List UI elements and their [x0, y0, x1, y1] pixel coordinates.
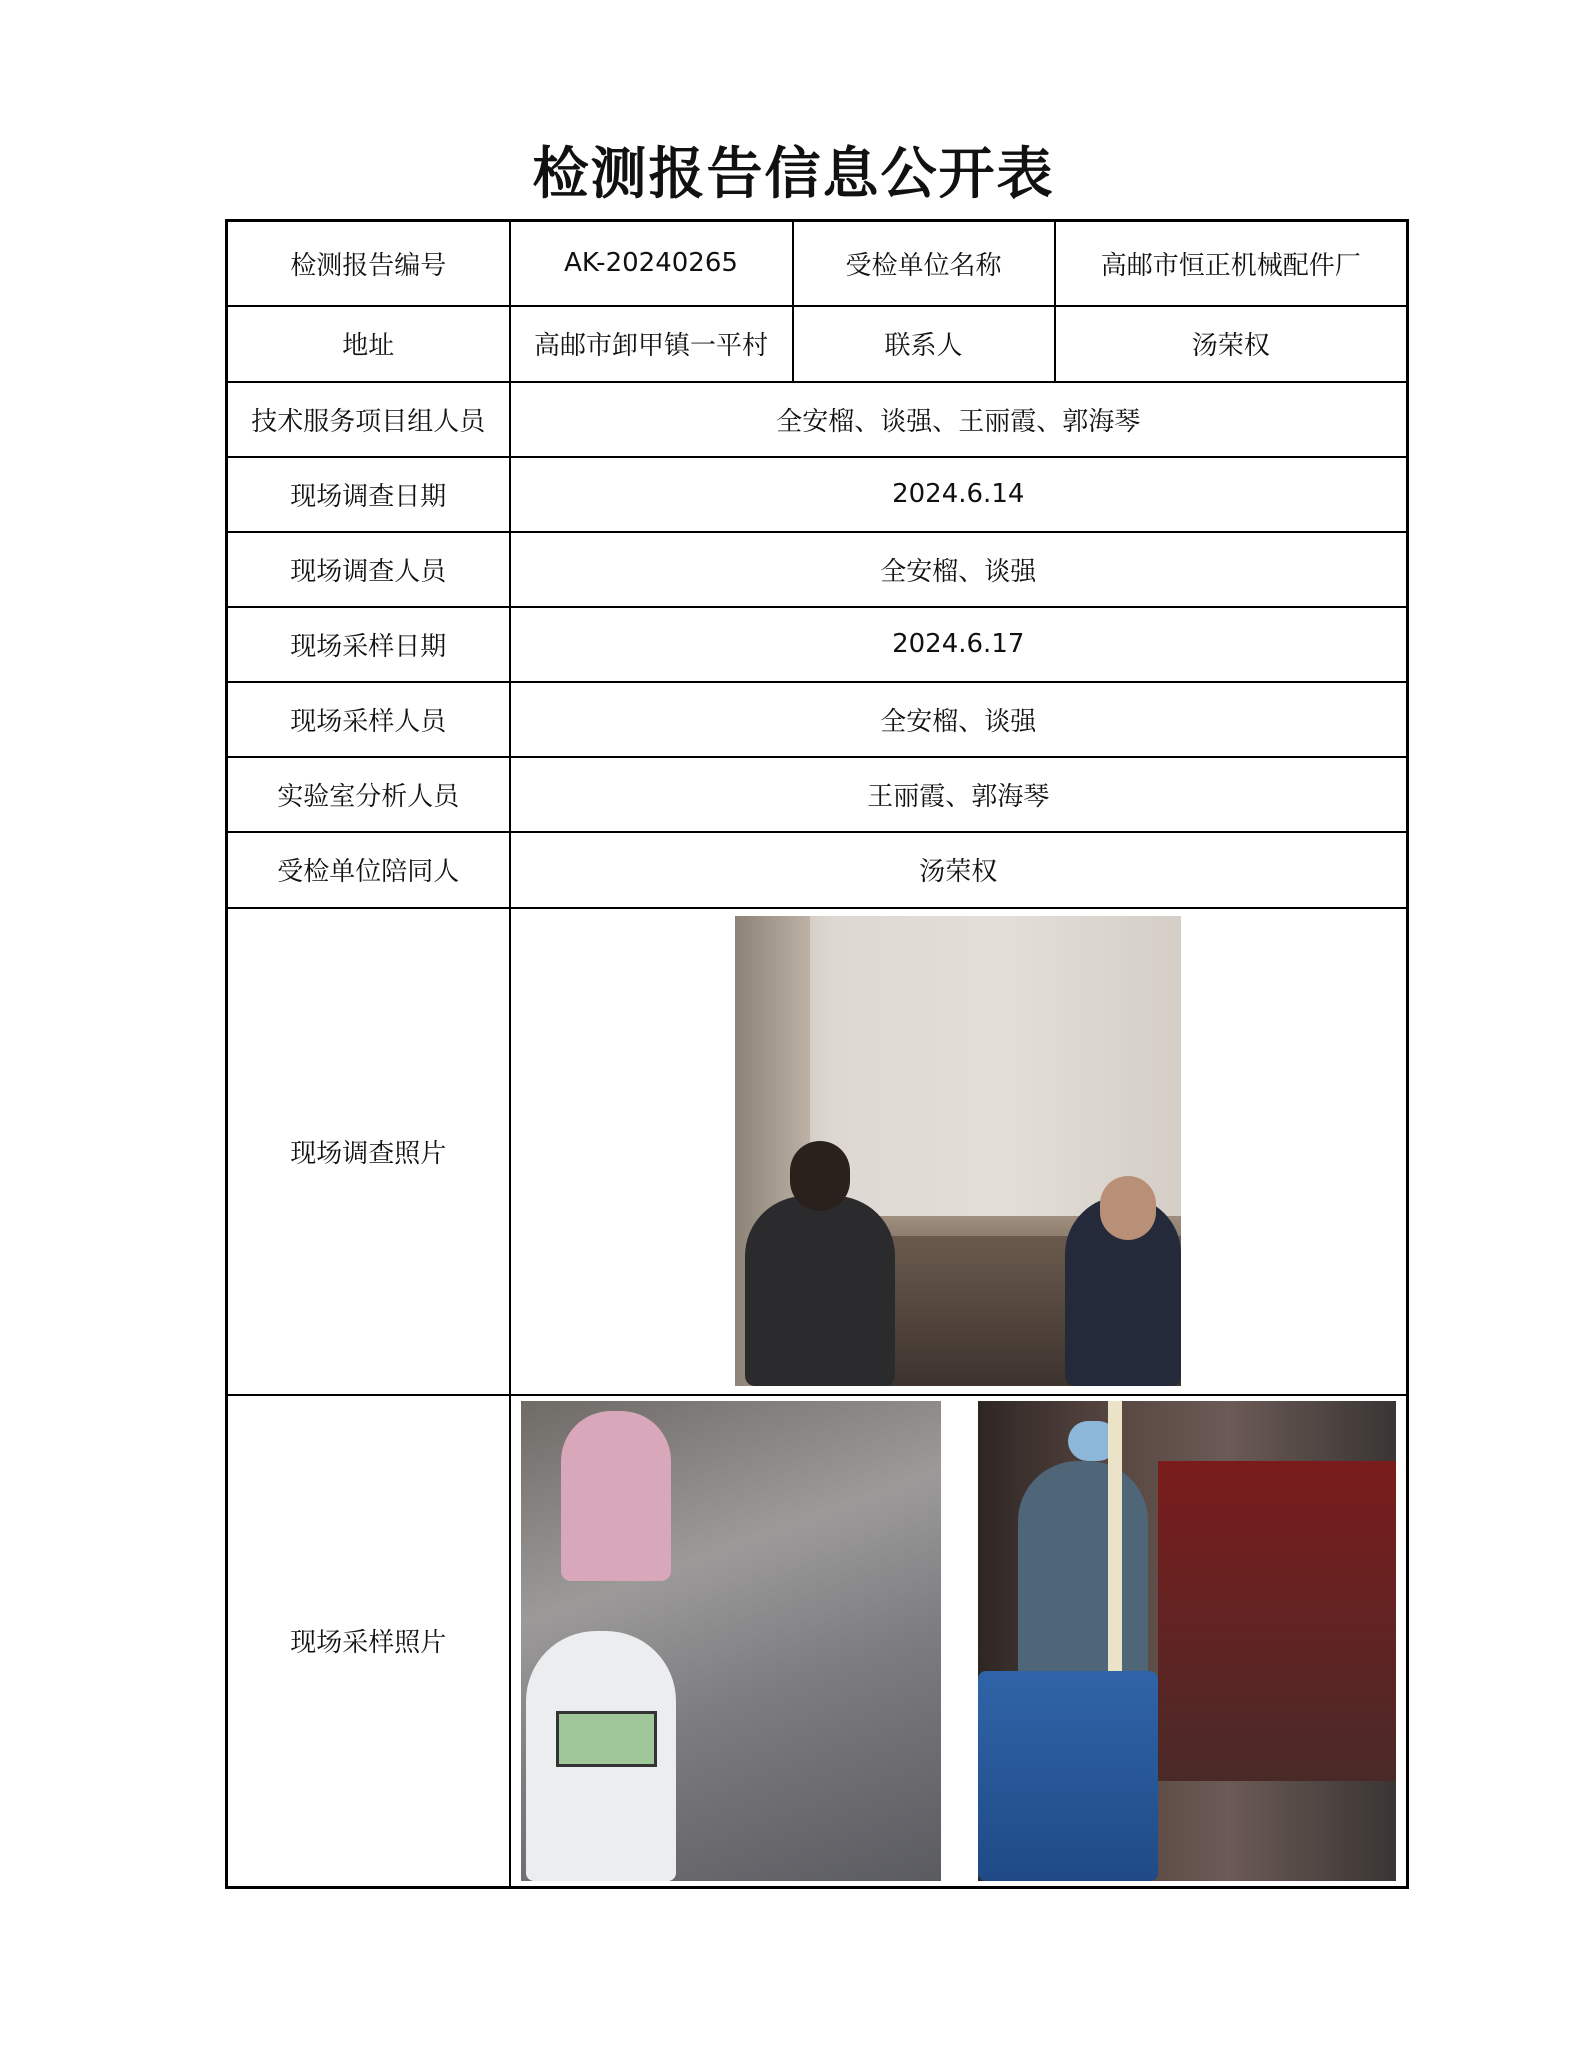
table-row: [227, 1395, 1408, 1888]
team-label: 技术服务项目组人员: [227, 382, 510, 457]
photo-sampler-box: [978, 1671, 1158, 1881]
samplers-label: 现场采样人员: [227, 682, 510, 757]
table-row: [227, 757, 1408, 832]
table-row: [227, 221, 1408, 306]
contact-label: 联系人: [793, 306, 1055, 382]
sample-photo-left: [521, 1401, 941, 1881]
report-no-label: 检测报告编号: [227, 221, 510, 306]
photo-person-left: [745, 1196, 895, 1386]
page-title: 检测报告信息公开表: [532, 142, 1055, 207]
address-value: 高邮市卸甲镇一平村: [510, 306, 793, 382]
survey-date-label: 现场调查日期: [227, 457, 510, 532]
photo-worker: [561, 1411, 671, 1581]
info-table: [225, 219, 1409, 1889]
sample-date-label: 现场采样日期: [227, 607, 510, 682]
photo-meter-display: [556, 1711, 657, 1767]
survey-date-value: 2024.6.14: [510, 457, 1408, 532]
photo-head-right: [1100, 1176, 1156, 1240]
photo-sound-meter: [526, 1631, 676, 1881]
sample-photo-label: 现场采样照片: [227, 1395, 510, 1888]
table-row: [227, 832, 1408, 908]
unit-name-label: 受检单位名称: [793, 221, 1055, 306]
escort-label: 受检单位陪同人: [227, 832, 510, 908]
samplers-value: 全安榴、谈强: [510, 682, 1408, 757]
table-row: [227, 607, 1408, 682]
survey-photo-label: 现场调查照片: [227, 908, 510, 1395]
survey-photo-cell: [510, 908, 1408, 1395]
survey-photo: [735, 916, 1181, 1386]
table-row: [227, 682, 1408, 757]
address-label: 地址: [227, 306, 510, 382]
surveyors-label: 现场调查人员: [227, 532, 510, 607]
sample-photo-pair: [511, 1396, 1407, 1887]
table-row: [227, 908, 1408, 1395]
contact-value: 汤荣权: [1055, 306, 1408, 382]
lab-value: 王丽霞、郭海琴: [510, 757, 1408, 832]
sample-photo-cell: [510, 1395, 1408, 1888]
table-row: [227, 306, 1408, 382]
photo-head-left: [790, 1141, 850, 1211]
surveyors-value: 全安榴、谈强: [510, 532, 1408, 607]
sample-date-value: 2024.6.17: [510, 607, 1408, 682]
team-value: 全安榴、谈强、王丽霞、郭海琴: [510, 382, 1408, 457]
photo-spray-booth: [1158, 1461, 1396, 1781]
unit-name-value: 高邮市恒正机械配件厂: [1055, 221, 1408, 306]
sample-photo-right: [978, 1401, 1396, 1881]
escort-value: 汤荣权: [510, 832, 1408, 908]
table-row: [227, 457, 1408, 532]
report-no-value: AK-20240265: [510, 221, 793, 306]
table-row: [227, 532, 1408, 607]
lab-label: 实验室分析人员: [227, 757, 510, 832]
table-row: [227, 382, 1408, 457]
